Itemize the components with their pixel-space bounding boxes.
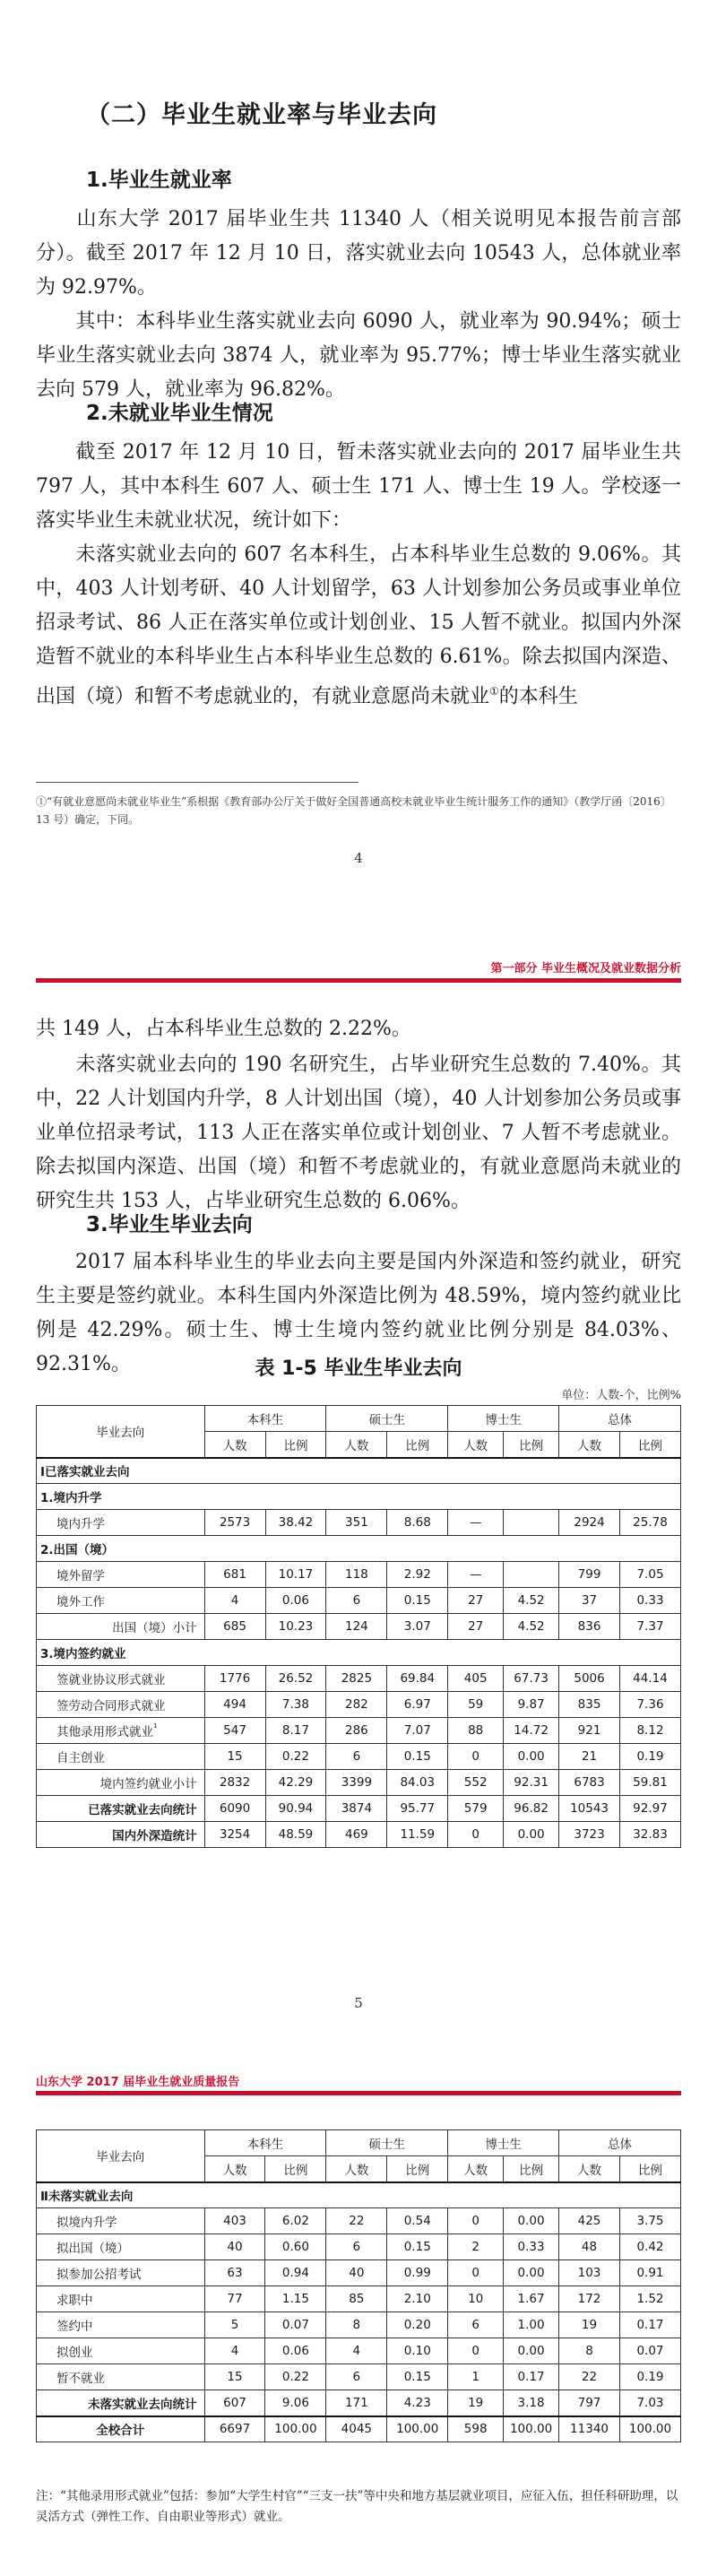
value-cell: 7.36 [620, 1692, 681, 1718]
subheader-count: 人数 [326, 2156, 387, 2182]
value-cell: 19 [448, 2390, 504, 2416]
table-header-row [37, 1406, 681, 1432]
row-label-cell: 自主创业 [37, 1744, 205, 1770]
column-header-overall: 总体 [559, 1406, 681, 1432]
value-cell: 48.59 [265, 1822, 326, 1848]
table-header-row [37, 2130, 681, 2156]
value-cell: 32.83 [620, 1822, 681, 1848]
value-cell: 19 [559, 2312, 620, 2338]
table-row [37, 1562, 681, 1588]
value-cell: 8.17 [265, 1718, 326, 1744]
value-cell: 63 [204, 2260, 265, 2286]
value-cell: 0 [448, 2260, 504, 2286]
value-cell: 118 [326, 1562, 387, 1588]
value-cell: 88 [448, 1718, 504, 1744]
row-label-cell: 求职中 [37, 2286, 205, 2312]
value-cell: 172 [559, 2286, 620, 2312]
page-header: 山东大学 2017 届毕业生就业质量报告 [36, 2076, 240, 2089]
column-header-doctor: 博士生 [448, 2130, 559, 2156]
table-total-row [37, 1822, 681, 1848]
value-cell: 0.94 [265, 2260, 326, 2286]
subheader-ratio: 比例 [265, 2156, 326, 2182]
value-cell: 2 [448, 2234, 504, 2260]
value-cell: 494 [204, 1692, 265, 1718]
value-cell: 0.91 [619, 2260, 680, 2286]
table-row [37, 1510, 681, 1536]
value-cell: 282 [326, 1692, 387, 1718]
destination-table-part1 [36, 1405, 681, 1848]
table-row [37, 1588, 681, 1614]
table-row [37, 1744, 681, 1770]
value-cell: 681 [204, 1562, 265, 1588]
value-cell: 3.07 [387, 1614, 448, 1640]
table-caption: 表 1-5 毕业生毕业去向 [255, 1357, 462, 1380]
value-cell: 25.78 [620, 1510, 681, 1536]
value-cell: 7.37 [620, 1614, 681, 1640]
section-title: （二）毕业生就业率与毕业去向 [86, 101, 437, 129]
value-cell: 1776 [204, 1666, 265, 1692]
value-cell: 4 [204, 1588, 265, 1614]
value-cell: 0.00 [504, 2338, 559, 2364]
value-cell: 2825 [326, 1666, 387, 1692]
value-cell: 4 [204, 2338, 265, 2364]
row-label-cell: 拟参加公招考试 [37, 2260, 205, 2286]
column-header-destination: 毕业去向 [37, 1406, 205, 1458]
value-cell: 8.12 [620, 1718, 681, 1744]
value-cell: 171 [326, 2390, 387, 2416]
value-cell: 4 [326, 2338, 387, 2364]
table-row [37, 1692, 681, 1718]
value-cell: 799 [559, 1562, 620, 1588]
value-cell: 10.23 [265, 1614, 326, 1640]
table-group-row [37, 1640, 681, 1666]
value-cell: 3254 [204, 1822, 265, 1848]
value-cell: 6.97 [387, 1692, 448, 1718]
row-label-cell: 签约中 [37, 2312, 205, 2338]
footnote: ①“有就业意愿尚未就业毕业生”系根据《教育部办公厅关于做好全国普通高校未就业毕业生统计服务工作的通知》（教学厅函〔2016〕13 号）确定，下同。 [36, 795, 671, 826]
value-cell: 0.17 [504, 2364, 559, 2390]
value-cell: 7.38 [265, 1692, 326, 1718]
subheader-count: 人数 [448, 2156, 504, 2182]
table-group-row [37, 1536, 681, 1562]
value-cell: 67.73 [504, 1666, 559, 1692]
value-cell: 1.52 [619, 2286, 680, 2312]
row-label-cell: 境内签约就业小计 [37, 1770, 205, 1796]
row-label-cell: Ⅱ未落实就业去向 [37, 2182, 681, 2208]
value-cell: 3.18 [504, 2390, 559, 2416]
value-cell: 405 [448, 1666, 504, 1692]
value-cell: 0.00 [504, 1822, 559, 1848]
value-cell: 1.67 [504, 2286, 559, 2312]
row-label-cell: 签就业协议形式就业 [37, 1666, 205, 1692]
value-cell: 0.15 [387, 2364, 448, 2390]
value-cell: 38.42 [265, 1510, 326, 1536]
row-label-cell: 境外留学 [37, 1562, 205, 1588]
value-cell: 9.87 [504, 1692, 559, 1718]
value-cell: 0.10 [387, 2338, 448, 2364]
row-label-cell: 未落实就业去向统计 [37, 2390, 205, 2416]
value-cell: 1 [448, 2364, 504, 2390]
table-row [37, 2286, 681, 2312]
value-cell: 9.06 [265, 2390, 326, 2416]
subsection-title-unemployed: 2.未就业毕业生情况 [86, 402, 273, 425]
value-cell: 4.23 [387, 2390, 448, 2416]
subheader-ratio: 比例 [265, 1432, 326, 1458]
value-cell: 27 [448, 1614, 504, 1640]
page-number: 5 [354, 1995, 363, 2011]
value-cell: 10.17 [265, 1562, 326, 1588]
value-cell: 6 [326, 1744, 387, 1770]
value-cell: 4.52 [504, 1614, 559, 1640]
value-cell: 3874 [326, 1796, 387, 1822]
table-section-row [37, 2182, 681, 2208]
value-cell: 0 [448, 2338, 504, 2364]
subheader-ratio: 比例 [620, 1432, 681, 1458]
unit-note: 单位：人数-个，比例% [561, 1389, 681, 1402]
value-cell: 15 [204, 2364, 265, 2390]
row-label-cell: 国内外深造统计 [37, 1822, 205, 1848]
value-cell: 2.92 [387, 1562, 448, 1588]
table-group-row [37, 1484, 681, 1510]
value-cell: 0.20 [387, 2312, 448, 2338]
column-header-undergrad: 本科生 [204, 1406, 326, 1432]
paragraph-employment-total: 山东大学 2017 届毕业生共 11340 人（相关说明见本报告前言部分）。截至 2017 年 12 月 10 日，落实就业去向 10543 人，总体就业率为 92.97%。 [36, 208, 681, 299]
value-cell: 59.81 [620, 1770, 681, 1796]
value-cell: 21 [559, 1744, 620, 1770]
value-cell: 3.75 [619, 2208, 680, 2234]
value-cell: 92.31 [504, 1770, 559, 1796]
value-cell: 6.02 [265, 2208, 326, 2234]
column-header-doctor: 博士生 [448, 1406, 559, 1432]
subheader-count: 人数 [559, 1432, 620, 1458]
value-cell: 6 [448, 2312, 504, 2338]
value-cell: 835 [559, 1692, 620, 1718]
value-cell: 598 [448, 2416, 504, 2442]
value-cell: 95.77 [387, 1796, 448, 1822]
value-cell [504, 1562, 559, 1588]
value-cell: 5006 [559, 1666, 620, 1692]
column-header-master: 硕士生 [326, 1406, 448, 1432]
value-cell: 0.07 [619, 2338, 680, 2364]
subheader-count: 人数 [448, 1432, 504, 1458]
value-cell: 797 [559, 2390, 620, 2416]
value-cell: 6783 [559, 1770, 620, 1796]
value-cell: 124 [326, 1614, 387, 1640]
value-cell: 0 [448, 1822, 504, 1848]
row-label-cell: Ⅰ已落实就业去向 [37, 1458, 681, 1484]
value-cell: 0.19 [620, 1744, 681, 1770]
paragraph-destination: 2017 届本科毕业生的毕业去向主要是国内外深造和签约就业，研究生主要是签约就业。本科生国内外深造比例为 48.59%，境内签约就业比例是 42.29%。硕士生、博士生境内签约就业比例分别是 84.03%、92.31%。 [36, 1251, 681, 1375]
value-cell: 7.05 [620, 1562, 681, 1588]
paragraph-undergrad-remaining: 共 149 人，占本科毕业生总数的 2.22%。 [36, 1018, 411, 1040]
footnote-divider [36, 782, 358, 783]
value-cell: 286 [326, 1718, 387, 1744]
value-cell: 685 [204, 1614, 265, 1640]
value-cell: 6090 [204, 1796, 265, 1822]
row-label-cell: 已落实就业去向统计 [37, 1796, 205, 1822]
value-cell: 0.19 [619, 2364, 680, 2390]
value-cell: 0 [448, 1744, 504, 1770]
value-cell: 40 [326, 2260, 387, 2286]
row-label-cell: 3.境内签约就业 [37, 1640, 681, 1666]
value-cell: 15 [204, 1744, 265, 1770]
value-cell: 22 [559, 2364, 620, 2390]
value-cell: — [448, 1562, 504, 1588]
row-label-cell: 其他录用形式就业$^{^1}$ [37, 1718, 205, 1744]
row-label-cell: 1.境内升学 [37, 1484, 681, 1510]
value-cell: 6 [326, 1588, 387, 1614]
subheader-ratio: 比例 [387, 1432, 448, 1458]
value-cell: 0.17 [619, 2312, 680, 2338]
value-cell: 85 [326, 2286, 387, 2312]
value-cell: 0.60 [265, 2234, 326, 2260]
value-cell: 11340 [559, 2416, 620, 2442]
value-cell: 7.03 [619, 2390, 680, 2416]
subheader-count: 人数 [204, 1432, 265, 1458]
value-cell: 0.00 [504, 2208, 559, 2234]
table-total-row [37, 1796, 681, 1822]
value-cell: 552 [448, 1770, 504, 1796]
value-cell: 0.00 [504, 2260, 559, 2286]
value-cell: 8 [326, 2312, 387, 2338]
value-cell: 100.00 [619, 2416, 680, 2442]
paragraph-employment-breakdown: 其中：本科毕业生落实就业去向 6090 人，就业率为 90.94%；硕士毕业生落实就业去向 3874 人，就业率为 95.77%；博士毕业生落实就业去向 579 人，就业率为 96.82%。 [36, 310, 681, 401]
value-cell: 22 [326, 2208, 387, 2234]
row-label-cell: 境内升学 [37, 1510, 205, 1536]
value-cell: 4.52 [504, 1588, 559, 1614]
value-cell [504, 1510, 559, 1536]
value-cell: 0.22 [265, 1744, 326, 1770]
table-total-row [37, 2390, 681, 2416]
table-note: 注：“其他录用形式就业”包括：参加“大学生村官”“三支一扶”等中央和地方基层就业项目，应征入伍，担任科研助理，以灵活方式（弹性工作、自由职业等形式）就业。 [36, 2489, 678, 2524]
value-cell: 0.99 [387, 2260, 448, 2286]
value-cell: 0.15 [387, 1588, 448, 1614]
subheader-count: 人数 [559, 2156, 620, 2182]
value-cell: 1.15 [265, 2286, 326, 2312]
value-cell: 0.00 [504, 1744, 559, 1770]
subheader-count: 人数 [326, 1432, 387, 1458]
column-header-undergrad: 本科生 [204, 2130, 326, 2156]
subheader-ratio: 比例 [387, 2156, 448, 2182]
value-cell: 3723 [559, 1822, 620, 1848]
paragraph-unemployed-total: 截至 2017 年 12 月 10 日，暂未落实就业去向的 2017 届毕业生共 797 人，其中本科生 607 人、硕士生 171 人、博士生 19 人。学校逐一落实毕业生未就业状况，统计如下： [36, 441, 681, 532]
table-subtotal-row [37, 1614, 681, 1640]
row-label-cell: 出国（境）小计 [37, 1614, 205, 1640]
row-label-cell: 拟境内升学 [37, 2208, 205, 2234]
table-row [37, 2312, 681, 2338]
value-cell: 0.15 [387, 2234, 448, 2260]
value-cell: 69.84 [387, 1666, 448, 1692]
value-cell: 3399 [326, 1770, 387, 1796]
table-row [37, 1718, 681, 1744]
value-cell: 6697 [204, 2416, 265, 2442]
value-cell: 0.06 [265, 2338, 326, 2364]
value-cell: 2924 [559, 1510, 620, 1536]
table-row [37, 2260, 681, 2286]
value-cell: 14.72 [504, 1718, 559, 1744]
table-subtotal-row [37, 1770, 681, 1796]
page-header-bar [36, 2091, 681, 2095]
subsection-title-employment-rate: 1.毕业生就业率 [86, 169, 232, 192]
value-cell: — [448, 1510, 504, 1536]
row-label-cell: 暂不就业 [37, 2364, 205, 2390]
table-row [37, 2364, 681, 2390]
value-cell: 6 [326, 2364, 387, 2390]
value-cell: 100.00 [504, 2416, 559, 2442]
row-label-cell: 拟出国（境） [37, 2234, 205, 2260]
column-header-master: 硕士生 [326, 2130, 448, 2156]
value-cell: 0.07 [265, 2312, 326, 2338]
value-cell: 469 [326, 1822, 387, 1848]
row-label-cell: 拟创业 [37, 2338, 205, 2364]
subheader-ratio: 比例 [504, 2156, 559, 2182]
footnote-marker: ① [489, 685, 499, 698]
destination-table-part2 [36, 2129, 681, 2442]
value-cell: 403 [204, 2208, 265, 2234]
value-cell: 100.00 [387, 2416, 448, 2442]
value-cell: 0 [448, 2208, 504, 2234]
value-cell: 425 [559, 2208, 620, 2234]
value-cell: 7.07 [387, 1718, 448, 1744]
value-cell: 0.33 [620, 1588, 681, 1614]
table-row [37, 1666, 681, 1692]
page-header-bar [36, 978, 681, 983]
row-label-cell: 2.出国（境） [37, 1536, 681, 1562]
value-cell: 4045 [326, 2416, 387, 2442]
value-cell: 40 [204, 2234, 265, 2260]
value-cell: 1.00 [504, 2312, 559, 2338]
value-cell: 10 [448, 2286, 504, 2312]
value-cell: 59 [448, 1692, 504, 1718]
value-cell: 0.42 [619, 2234, 680, 2260]
page-header: 第一部分 毕业生概况及就业数据分析 [490, 962, 681, 976]
value-cell: 11.59 [387, 1822, 448, 1848]
row-label-cell: 境外工作 [37, 1588, 205, 1614]
subheader-ratio: 比例 [504, 1432, 559, 1458]
value-cell: 26.52 [265, 1666, 326, 1692]
value-cell: 5 [204, 2312, 265, 2338]
subheader-ratio: 比例 [619, 2156, 680, 2182]
value-cell: 100.00 [265, 2416, 326, 2442]
value-cell: 0.22 [265, 2364, 326, 2390]
paragraph-undergrad-unemployed: 未落实就业去向的 607 名本科生，占本科毕业生总数的 9.06%。其中，403 人计划考研、40 人计划留学，63 人计划参加公务员或事业单位招录考试、86 人正在落实单位或计划创业、15 人暂不就业。拟国内外深造暂不就业的本科毕业生占本科毕业生总数的 6.61%。除去拟国内深造、出国（境）和暂不考虑就业的，有就业意愿尚未就业①的本科生 [36, 543, 681, 708]
value-cell: 6 [326, 2234, 387, 2260]
value-cell: 2573 [204, 1510, 265, 1536]
value-cell: 90.94 [265, 1796, 326, 1822]
value-cell: 44.14 [620, 1666, 681, 1692]
value-cell: 8.68 [387, 1510, 448, 1536]
value-cell: 0.15 [387, 1744, 448, 1770]
value-cell: 27 [448, 1588, 504, 1614]
table-row [37, 2234, 681, 2260]
value-cell: 42.29 [265, 1770, 326, 1796]
value-cell: 96.82 [504, 1796, 559, 1822]
value-cell: 547 [204, 1718, 265, 1744]
paragraph-grad-unemployed: 未落实就业去向的 190 名研究生，占毕业研究生总数的 7.40%。其中，22 人计划国内升学，8 人计划出国（境），40 人计划参加公务员或事业单位招录考试，113 人正在落实单位或计划创业、7 人暂不考虑就业。除去拟国内深造、出国（境）和暂不考虑就业的，有就业意愿尚未就业的研究生共 153 人，占毕业研究生总数的 6.06%。 [36, 1054, 681, 1212]
page-number: 4 [354, 850, 363, 866]
column-header-destination: 毕业去向 [37, 2130, 205, 2182]
value-cell: 37 [559, 1588, 620, 1614]
value-cell: 836 [559, 1614, 620, 1640]
value-cell: 103 [559, 2260, 620, 2286]
subheader-count: 人数 [204, 2156, 265, 2182]
value-cell: 921 [559, 1718, 620, 1744]
value-cell: 10543 [559, 1796, 620, 1822]
column-header-overall: 总体 [559, 2130, 681, 2156]
value-cell: 48 [559, 2234, 620, 2260]
value-cell: 579 [448, 1796, 504, 1822]
value-cell: 84.03 [387, 1770, 448, 1796]
row-label-cell: 全校合计 [37, 2416, 205, 2442]
table-row [37, 2338, 681, 2364]
report-page-6 [0, 2058, 717, 2576]
subsection-title-destination: 3.毕业生毕业去向 [86, 1213, 253, 1236]
row-label-cell: 签劳动合同形式就业 [37, 1692, 205, 1718]
value-cell: 92.97 [620, 1796, 681, 1822]
report-page-5 [0, 892, 717, 2058]
table-row [37, 2208, 681, 2234]
report-page-4 [0, 0, 717, 892]
value-cell: 2.10 [387, 2286, 448, 2312]
value-cell: 2832 [204, 1770, 265, 1796]
value-cell: 351 [326, 1510, 387, 1536]
table-footnote-marker: ¹ [153, 1722, 158, 1734]
value-cell: 607 [204, 2390, 265, 2416]
value-cell: 8 [559, 2338, 620, 2364]
value-cell: 77 [204, 2286, 265, 2312]
table-section-row [37, 1458, 681, 1484]
value-cell: 0.06 [265, 1588, 326, 1614]
value-cell: 0.33 [504, 2234, 559, 2260]
table-grand-total-row [37, 2416, 681, 2442]
value-cell: 0.54 [387, 2208, 448, 2234]
